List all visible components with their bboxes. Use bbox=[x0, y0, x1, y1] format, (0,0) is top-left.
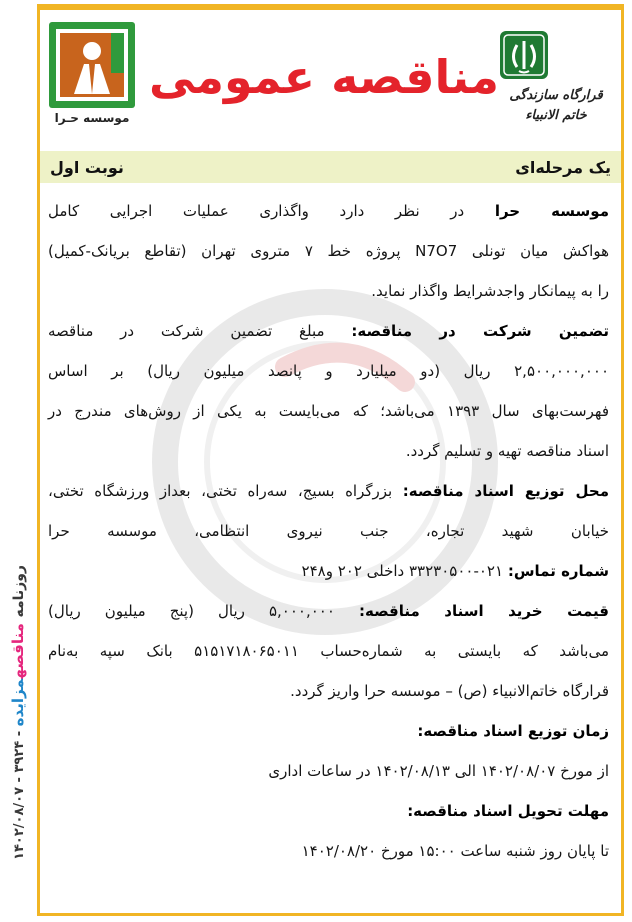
body-line bbox=[48, 631, 609, 671]
newspaper-credit bbox=[5, 565, 31, 905]
khatam-logo bbox=[495, 28, 617, 152]
body-line bbox=[48, 671, 609, 711]
line-heading: تضمین شرکت در مناقصه: bbox=[351, 322, 610, 340]
hera-logo bbox=[46, 22, 138, 125]
line-heading: زمان توزیع اسناد مناقصه: bbox=[417, 722, 609, 740]
body-line bbox=[48, 591, 609, 631]
line-text: ۲,۵۰۰,۰۰۰,۰۰۰ ریال (دو میلیارد و پانصد میلیون ریال) بر اساس bbox=[48, 362, 609, 380]
stage-label: یک مرحله‌ای bbox=[515, 157, 611, 177]
line-text: می‌باشد که بایستی به شماره‌حساب ۵۱۵۱۷۱۸۰۶۵۰۱۱ بانک سپه به‌نام bbox=[48, 642, 609, 660]
body-line bbox=[48, 831, 609, 871]
line-text: در نظر دارد واگذاری عملیات اجرایی کامل bbox=[48, 202, 495, 220]
line-heading: شماره تماس: bbox=[507, 562, 609, 580]
body-line bbox=[48, 391, 609, 431]
body-line bbox=[48, 431, 609, 471]
line-text: را به پیمانکار واجدشرایط واگذار نماید. bbox=[371, 282, 609, 300]
iran-emblem-icon bbox=[499, 30, 549, 80]
body-line bbox=[48, 551, 609, 591]
tender-body bbox=[48, 191, 609, 871]
ad-frame bbox=[37, 4, 624, 916]
line-text: ۰۲۱-۳۳۲۳۰۵۰۰ داخلی ۲۰۲ و۲۴۸ bbox=[301, 562, 508, 580]
body-line bbox=[48, 751, 609, 791]
line-text: مبلغ تضمین شرکت در مناقصه bbox=[48, 322, 352, 340]
line-text: اسناد مناقصه تهیه و تسلیم گردد. bbox=[405, 442, 609, 460]
line-text: ۵,۰۰۰,۰۰۰ ریال (پنج میلیون ریال) bbox=[48, 602, 359, 620]
hera-logo-icon bbox=[49, 22, 135, 108]
line-text: فهرست‌بهای سال ۱۳۹۳ می‌باشد؛ که می‌بایست به یکی از روش‌های مندرج در bbox=[48, 402, 609, 420]
body-line bbox=[48, 711, 609, 751]
body-line bbox=[48, 791, 609, 831]
body-line bbox=[48, 191, 609, 231]
round-label: نوبت اول bbox=[50, 157, 124, 177]
info-band bbox=[40, 151, 621, 183]
line-text: تا پایان روز شنبه ساعت ۱۵:۰۰ مورخ ۱۴۰۲/۰۸/۲۰ bbox=[301, 842, 609, 860]
line-heading: محل توزیع اسناد مناقصه: bbox=[402, 482, 609, 500]
newspaper-logo-part-a: مناقصه bbox=[9, 623, 27, 679]
body-line bbox=[48, 231, 609, 271]
page-title: مناقصه عمومی bbox=[148, 50, 499, 104]
line-text: بزرگراه بسیج، سه‌راه تختی، بعداز ورزشگاه تختی، bbox=[48, 482, 403, 500]
body-line bbox=[48, 311, 609, 351]
body-line bbox=[48, 511, 609, 551]
line-heading: موسسه حرا bbox=[494, 202, 609, 220]
newspaper-prefix: روزنامه bbox=[11, 565, 27, 618]
line-heading: قیمت خرید اسناد مناقصه: bbox=[359, 602, 609, 620]
body-line bbox=[48, 471, 609, 511]
issue-and-date: - ۳۹۲۴ - ۱۴۰۲/۰۸/۰۷ bbox=[12, 726, 27, 860]
line-heading: مهلت تحویل اسناد مناقصه: bbox=[407, 802, 609, 820]
line-text: از مورخ ۱۴۰۲/۰۸/۰۷ الی ۱۴۰۲/۰۸/۱۳ در ساعات اداری bbox=[268, 762, 609, 780]
body-line bbox=[48, 351, 609, 391]
khatam-logo-caption: قرارگاه سازندگی خاتم الانبیاء bbox=[509, 88, 603, 123]
hera-logo-caption: موسسه حـرا bbox=[54, 111, 130, 125]
line-text: هواکش میان تونلی N7O7 پروژه خط ۷ متروی تهران (تقاطع بریانک-کمیل) bbox=[48, 242, 610, 260]
body-line bbox=[48, 271, 609, 311]
line-text: خیابان شهید تجاره، جنب نیروی انتظامی، موسسه حرا bbox=[48, 522, 609, 540]
newspaper-logo-part-b: مزایده bbox=[9, 678, 27, 727]
line-text: قرارگاه خاتم‌الانبیاء (ص) – موسسه حرا واریز گردد. bbox=[290, 682, 609, 700]
